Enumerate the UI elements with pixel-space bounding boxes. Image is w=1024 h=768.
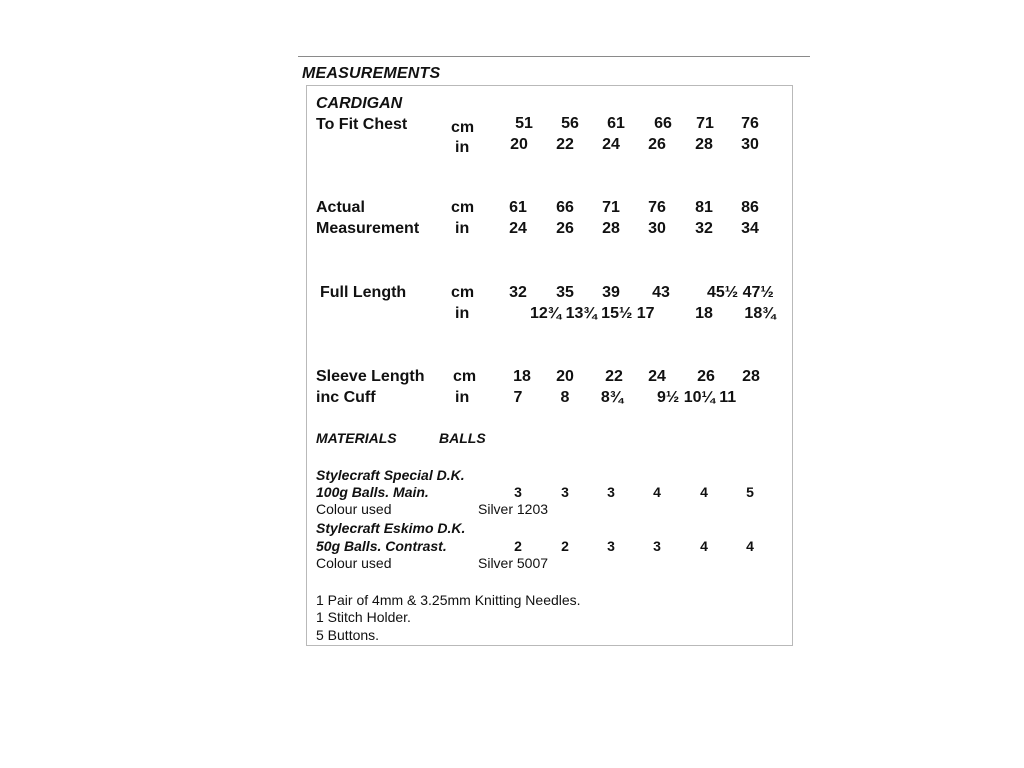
full-length-in-value: 18 — [695, 305, 713, 322]
contrast-ball-count: 2 — [514, 538, 522, 554]
balls-label: BALLS — [439, 430, 486, 446]
main-ball-count: 4 — [653, 484, 661, 500]
actual-in-value: 26 — [556, 220, 574, 237]
contrast-yarn-balls-label: 50g Balls. Contrast. — [316, 538, 447, 554]
sleeve-cm-value: 18 — [513, 368, 531, 385]
main-ball-count: 5 — [746, 484, 754, 500]
chest-in-unit: in — [455, 139, 470, 156]
sleeve-in-value: 8 — [560, 389, 570, 406]
full-length-cm-unit: cm — [451, 284, 475, 301]
actual-cm-value: 66 — [556, 199, 574, 216]
contrast-colour-label: Colour used — [316, 555, 392, 571]
actual-in-value: 34 — [741, 220, 759, 237]
top-divider — [298, 56, 810, 57]
actual-cm-value: 81 — [695, 199, 713, 216]
sleeve-cm-value: 22 — [605, 368, 623, 385]
chest-cm-value: 66 — [654, 115, 672, 132]
contrast-colour-value: Silver 5007 — [478, 555, 549, 571]
materials-title: MATERIALS — [316, 430, 397, 446]
section-title: MEASUREMENTS — [302, 65, 441, 82]
main-ball-count: 3 — [514, 484, 522, 500]
sleeve-cm-value: 28 — [742, 368, 760, 385]
actual-in-value: 32 — [695, 220, 713, 237]
actual-in-value: 30 — [648, 220, 666, 237]
chest-in-value: 22 — [556, 136, 574, 153]
sleeve-in-value: 9½ 10¼ 11 — [657, 389, 737, 406]
actual-label-line1: Actual — [316, 199, 365, 216]
main-ball-count: 3 — [561, 484, 569, 500]
contrast-yarn-name: Stylecraft Eskimo D.K. — [316, 520, 466, 536]
sleeve-cm-value: 24 — [648, 368, 666, 385]
sleeve-label-line1: Sleeve Length — [316, 368, 425, 385]
full-length-cm-value: 32 — [509, 284, 527, 301]
sleeve-cm-value: 26 — [697, 368, 715, 385]
chest-in-value: 24 — [602, 136, 620, 153]
main-ball-count: 3 — [607, 484, 615, 500]
main-colour-value: Silver 1203 — [478, 501, 549, 517]
sleeve-cm-value: 20 — [556, 368, 574, 385]
contrast-ball-count: 4 — [700, 538, 708, 554]
actual-label-line2: Measurement — [316, 220, 420, 237]
full-length-cm-value: 39 — [602, 284, 620, 301]
chest-in-value: 26 — [648, 136, 666, 153]
full-length-cm-value: 35 — [556, 284, 574, 301]
chest-label: To Fit Chest — [316, 116, 408, 133]
contrast-ball-count: 3 — [653, 538, 661, 554]
extra-item: 5 Buttons. — [316, 627, 380, 643]
full-length-cm-value: 45½ 47½ — [707, 284, 774, 301]
sleeve-cm-unit: cm — [453, 368, 477, 385]
garment-title: CARDIGAN — [316, 95, 403, 112]
actual-in-value: 24 — [509, 220, 527, 237]
contrast-ball-count: 4 — [746, 538, 754, 554]
main-yarn-balls-label: 100g Balls. Main. — [316, 484, 429, 500]
chest-cm-unit: cm — [451, 119, 475, 136]
actual-cm-value: 86 — [741, 199, 759, 216]
main-colour-label: Colour used — [316, 501, 392, 517]
main-yarn-name: Stylecraft Special D.K. — [316, 467, 465, 483]
chest-in-value: 30 — [741, 136, 759, 153]
actual-cm-value: 71 — [602, 199, 620, 216]
contrast-ball-count: 2 — [561, 538, 569, 554]
chest-in-value: 20 — [510, 136, 528, 153]
chest-cm-value: 51 — [515, 115, 533, 132]
actual-cm-value: 61 — [509, 199, 527, 216]
chest-cm-value: 61 — [607, 115, 625, 132]
main-ball-count: 4 — [700, 484, 708, 500]
chest-cm-value: 56 — [561, 115, 579, 132]
actual-cm-value: 76 — [648, 199, 666, 216]
sleeve-in-value: 8¾ — [600, 389, 624, 406]
full-length-cm-value: 43 — [652, 284, 670, 301]
full-length-in-unit: in — [455, 305, 470, 322]
full-length-in-value: 12¾ 13¾ 15½ 17 — [530, 305, 655, 322]
chest-cm-value: 71 — [696, 115, 714, 132]
actual-cm-unit: cm — [451, 199, 475, 216]
chest-in-value: 28 — [695, 136, 713, 153]
contrast-ball-count: 3 — [607, 538, 615, 554]
actual-in-value: 28 — [602, 220, 620, 237]
extra-item: 1 Pair of 4mm & 3.25mm Knitting Needles. — [316, 592, 581, 608]
sleeve-in-unit: in — [455, 389, 470, 406]
sleeve-in-value: 7 — [513, 389, 523, 406]
chest-cm-value: 76 — [741, 115, 759, 132]
actual-in-unit: in — [455, 220, 470, 237]
extra-item: 1 Stitch Holder. — [316, 609, 411, 625]
sleeve-label-line2: inc Cuff — [316, 389, 376, 406]
full-length-in-value: 18¾ — [744, 305, 776, 322]
full-length-label: Full Length — [320, 284, 407, 301]
